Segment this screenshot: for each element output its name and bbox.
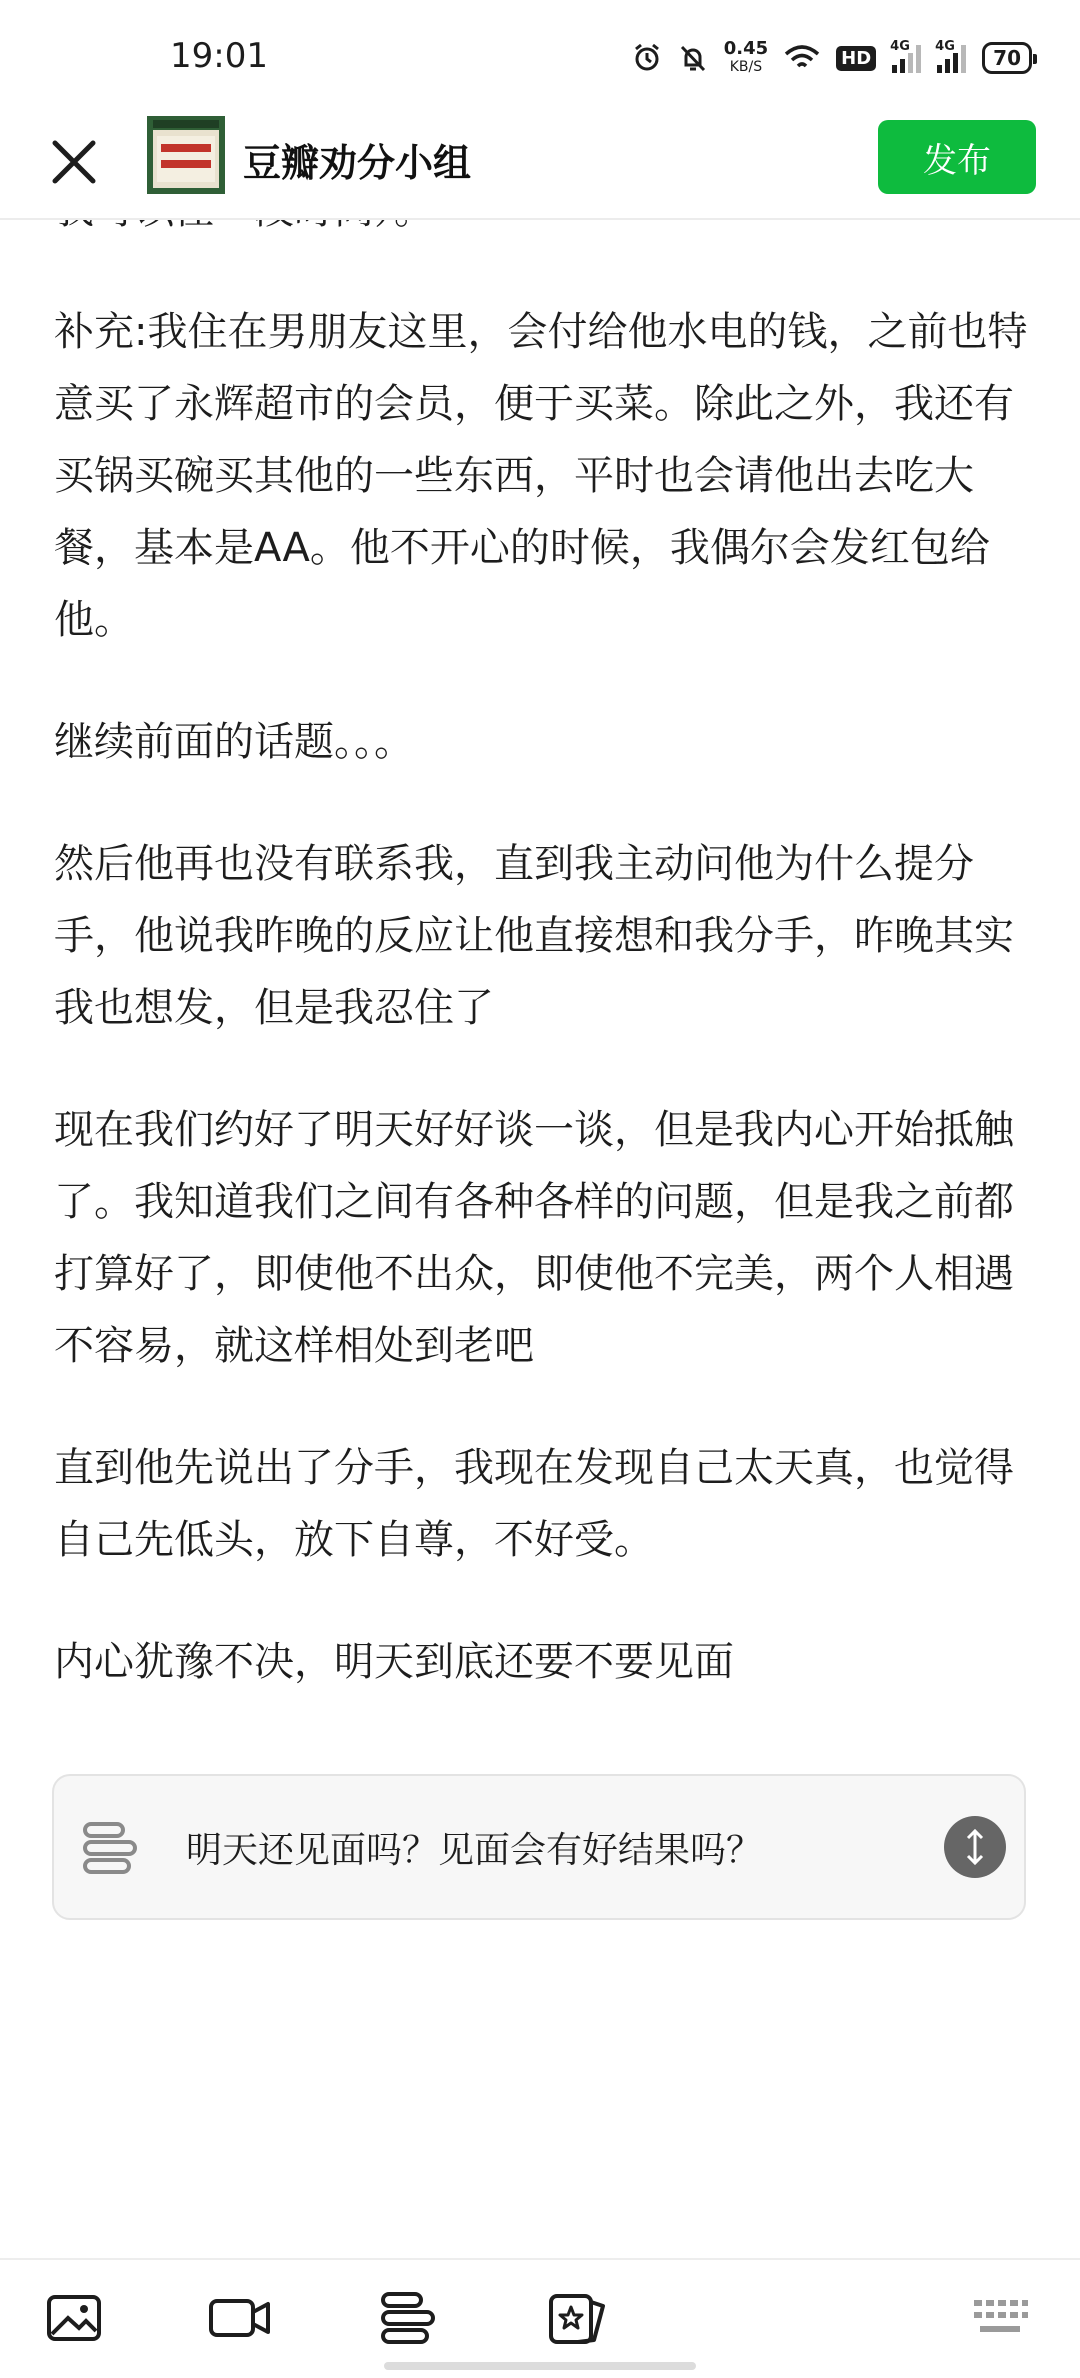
close-button[interactable] (44, 132, 104, 192)
sticker-icon (548, 2290, 608, 2346)
video-icon (208, 2296, 272, 2340)
vote-card[interactable] (52, 1774, 1026, 1920)
reorder-button[interactable] (944, 1816, 1006, 1878)
up-down-arrow-icon (960, 1827, 990, 1867)
network-type-2: 4G (935, 39, 955, 54)
post-paragraph: 内心犹豫不决，明天到底还要不要见面 (54, 1639, 734, 1685)
insert-sticker-button[interactable] (546, 2288, 610, 2348)
publish-button[interactable]: 发布 (878, 120, 1036, 194)
vote-question: 明天还见面吗？见面会有好结果吗？ (186, 1830, 763, 1871)
bottom-toolbar (0, 2258, 1080, 2378)
net-speed-value: 0.45 (723, 38, 769, 59)
network-type-1: 4G (890, 39, 910, 54)
post-content[interactable] (54, 218, 1034, 1738)
wifi-icon (784, 44, 820, 72)
group-avatar[interactable] (147, 116, 225, 194)
signal-1-icon (890, 39, 921, 73)
post-paragraph: 然后他再也没有联系我，直到我主动问他为什么提分手，他说我昨晚的反应让他直接想和我分手，昨晚其实我也想发，但是我忍住了 (54, 841, 1014, 1031)
home-indicator[interactable] (384, 2362, 696, 2370)
post-paragraph: 直到他先说出了分手，我现在发现自己太天真，也觉得自己先低头，放下自尊，不好受。 (54, 1445, 1014, 1563)
status-bar (0, 0, 1080, 110)
close-icon (51, 139, 97, 185)
insert-image-button[interactable] (42, 2288, 106, 2348)
vote-icon (82, 1821, 138, 1875)
hd-badge: HD (836, 46, 876, 71)
status-time: 19:01 (170, 36, 268, 76)
net-speed (724, 40, 768, 76)
battery-icon: 70 (982, 42, 1032, 74)
image-icon (46, 2294, 102, 2342)
vote-icon (380, 2291, 436, 2345)
insert-video-button[interactable] (208, 2288, 272, 2348)
signal-2-icon (935, 39, 966, 73)
post-paragraph: 现在我们约好了明天好好谈一谈，但是我内心开始抵触了。我知道我们之间有各种各样的问题，但是我之前都打算好了，即使他不出众，即使他不完美，两个人相遇不容易，就这样相处到老吧 (54, 1107, 1014, 1369)
alarm-icon (632, 43, 662, 73)
net-speed-unit: KB/S (729, 59, 763, 75)
keyboard-icon (972, 2296, 1028, 2340)
post-paragraph: 补充:我住在男朋友这里，会付给他水电的钱，之前也特意买了永辉超市的会员，便于买菜。除此之外，我还有买锅买碗买其他的一些东西，平时也会请他出去吃大餐，基本是AA。他不开心的时候，我偶尔会发红包给他。 (54, 309, 1028, 643)
group-avatar-image (147, 116, 225, 194)
group-name[interactable]: 豆瓣劝分小组 (243, 141, 472, 185)
keyboard-button[interactable] (968, 2288, 1032, 2348)
post-paragraph: 继续前面的话题。。。 (54, 719, 414, 765)
mute-bell-icon (678, 43, 708, 73)
status-icons (632, 40, 1032, 76)
top-bar (0, 110, 1080, 220)
insert-vote-button[interactable] (376, 2288, 440, 2348)
